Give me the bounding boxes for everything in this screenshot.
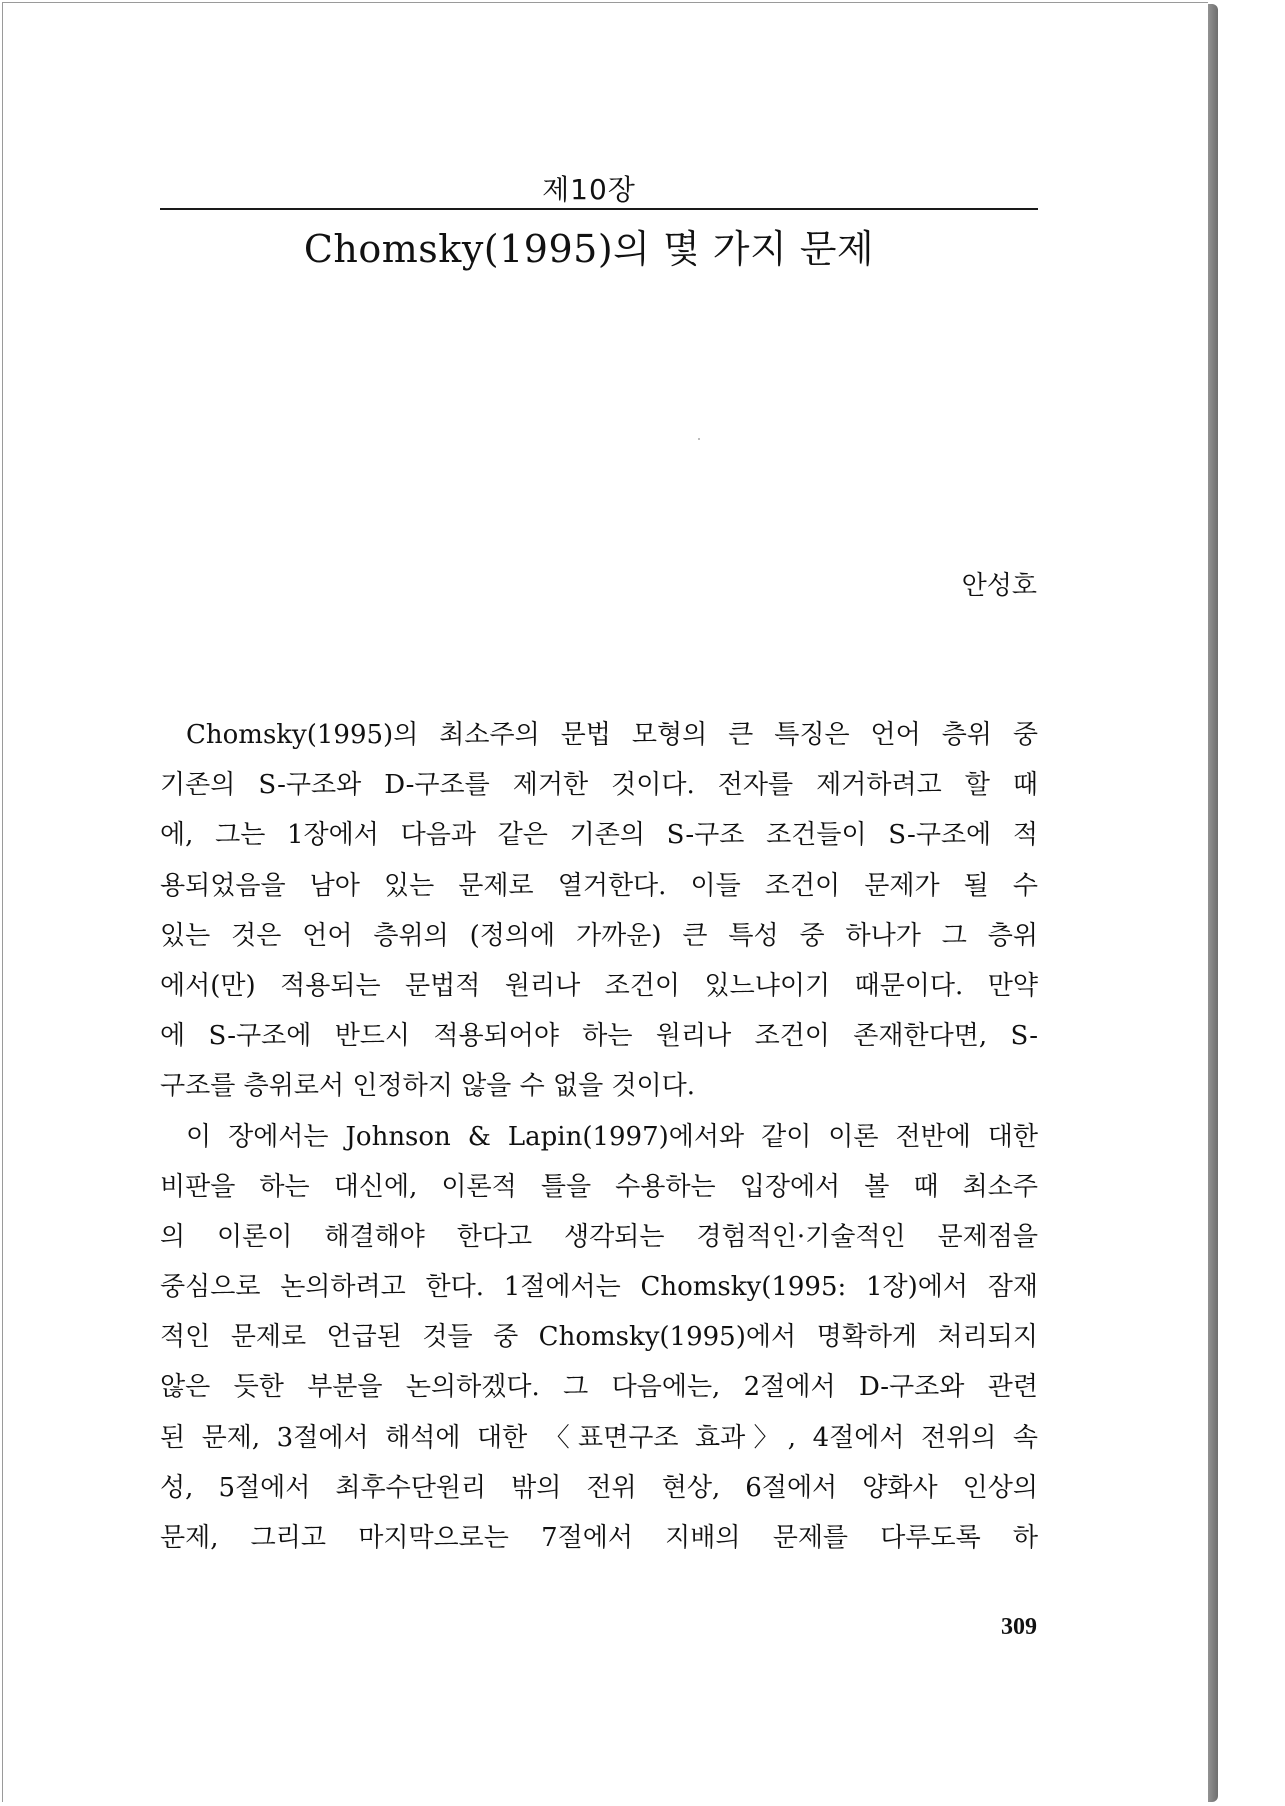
body-text	[160, 710, 1038, 1563]
text-line: 있는 것은 언어 층위의 (정의에 가까운) 큰 특성 중 하나가 그 층위	[160, 920, 1038, 951]
text-line: 에, 그는 1장에서 다음과 같은 기존의 S-구조 조건들이 S-구조에 적	[160, 820, 1038, 851]
chapter-number: 제10장	[542, 173, 636, 206]
text-line: 이 장에서는 Johnson & Lapin(1997)에서와 같이 이론 전반에 대한	[186, 1121, 1038, 1152]
scan-speck	[698, 438, 700, 440]
text-line: 의 이론이 해결해야 한다고 생각되는 경험적인·기술적인 문제점을	[160, 1221, 1038, 1252]
text-line: 기존의 S-구조와 D-구조를 제거한 것이다. 전자를 제거하려고 할 때	[160, 770, 1038, 801]
chapter-rule	[160, 208, 1038, 210]
text-line: 용되었음을 남아 있는 문제로 열거한다. 이들 조건이 문제가 될 수	[160, 870, 1038, 901]
author-name: 안성호	[961, 571, 1037, 601]
text-line: 에서(만) 적용되는 문법적 원리나 조건이 있느냐이기 때문이다. 만약	[160, 970, 1038, 1001]
text-line: 에 S-구조에 반드시 적용되어야 하는 원리나 조건이 존재한다면, S-	[160, 1021, 1038, 1052]
text-line: 않은 듯한 부분을 논의하겠다. 그 다음에는, 2절에서 D-구조와 관련	[160, 1372, 1038, 1403]
text-line: 중심으로 논의하려고 한다. 1절에서는 Chomsky(1995: 1장)에서 잠재	[160, 1272, 1038, 1303]
text-line: 적인 문제로 언급된 것들 중 Chomsky(1995)에서 명확하게 처리되지	[160, 1322, 1038, 1353]
paragraph-1	[160, 710, 1038, 1112]
text-line: Chomsky(1995)의 최소주의 문법 모형의 큰 특징은 언어 층위 중	[186, 720, 1038, 750]
text-line: 비판을 하는 대신에, 이론적 틀을 수용하는 입장에서 볼 때 최소주	[160, 1171, 1038, 1202]
text-line: 성, 5절에서 최후수단원리 밖의 전위 현상, 6절에서 양화사 인상의	[160, 1472, 1038, 1503]
text-line: 구조를 층위로서 인정하지 않을 수 없을 것이다.	[160, 1071, 696, 1102]
paragraph-2	[160, 1112, 1038, 1564]
chapter-title: Chomsky(1995)의 몇 가지 문제	[303, 227, 875, 271]
text-line: 된 문제, 3절에서 해석에 대한 〈표면구조 효과〉, 4절에서 전위의 속	[160, 1422, 1038, 1453]
text-line: 문제, 그리고 마지막으로는 7절에서 지배의 문제를 다루도록 하	[160, 1523, 1038, 1553]
page-number: 309	[1001, 1614, 1037, 1640]
